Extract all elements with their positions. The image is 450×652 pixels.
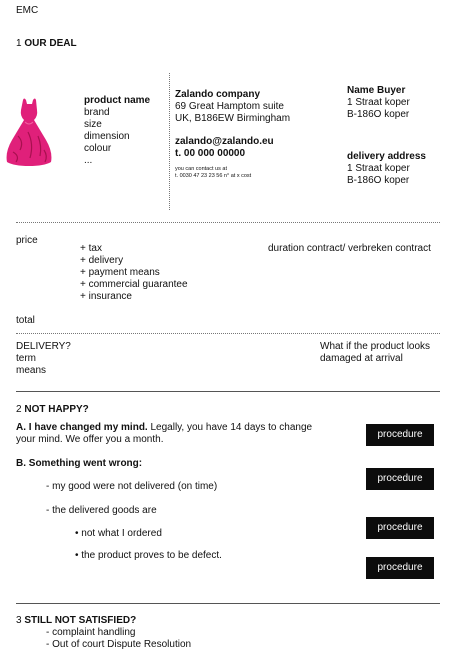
- section-not-happy-title: [16, 404, 89, 416]
- damaged-question: [320, 341, 430, 365]
- list-item: - Out of court Dispute Resolution: [46, 639, 192, 650]
- buyer-address-line2: B-186O koper: [347, 109, 410, 120]
- product-field-brand: brand: [84, 107, 110, 118]
- seller-phone: t. 00 000 00000: [175, 148, 246, 159]
- delivery-address-title: delivery address: [347, 151, 426, 162]
- divider-dotted: [16, 222, 440, 223]
- delivery-address-info: [347, 151, 426, 187]
- still-not-satisfied-items: [46, 627, 191, 651]
- delivery-term: term: [16, 353, 36, 364]
- seller-name: Zalando company: [175, 89, 261, 100]
- price-item: + commercial guarantee: [80, 279, 188, 290]
- duration-contract: duration contract/ verbreken contract: [268, 243, 431, 254]
- section-our-deal-title: [16, 38, 77, 50]
- product-field-colour: colour: [84, 143, 112, 154]
- option-a-text-line2: your mind. We offer you a month.: [16, 434, 164, 445]
- price-label: price: [16, 235, 38, 246]
- damaged-question-line1: What if the product looks: [320, 341, 431, 352]
- price-item: + delivery: [80, 255, 124, 266]
- product-name-title: product name: [84, 95, 151, 106]
- seller-address-line1: 69 Great Hamptom suite: [175, 101, 284, 112]
- section-title: STILL NOT SATISFIED?: [24, 615, 137, 626]
- seller-info: [175, 89, 290, 125]
- buyer-address-line1: 1 Straat koper: [347, 97, 410, 108]
- contact-note-line2: t. 0030 47 23 23 56 n° at x cost: [175, 173, 252, 179]
- delivery-address-line1: 1 Straat koper: [347, 163, 410, 174]
- buyer-info: [347, 85, 410, 121]
- price-item: + payment means: [80, 267, 160, 278]
- price-items: [80, 243, 188, 303]
- total-label: total: [16, 315, 35, 326]
- delivery-title: DELIVERY?: [16, 341, 71, 352]
- section-still-not-satisfied-title: [16, 615, 136, 627]
- option-b2a-text: • not what I ordered: [75, 528, 162, 539]
- product-field-dimension: dimension: [84, 131, 130, 142]
- seller-email[interactable]: zalando@zalando.eu: [175, 136, 274, 147]
- divider-dotted: [16, 333, 440, 334]
- seller-contact: [175, 136, 274, 160]
- product-info: [84, 95, 150, 167]
- vertical-divider: [169, 73, 170, 210]
- option-b1-text: - my good were not delivered (on time): [46, 481, 218, 492]
- contact-note-line1: you can contact us at: [175, 166, 227, 172]
- damaged-question-line2: damaged at arrival: [320, 353, 403, 364]
- price-item: + insurance: [80, 291, 132, 302]
- procedure-button-a[interactable]: procedure: [366, 424, 434, 446]
- section-title: NOT HAPPY?: [24, 404, 89, 415]
- section-number: 3: [16, 615, 22, 626]
- section-number: 1: [16, 38, 22, 49]
- option-b-heading: B. Something went wrong:: [16, 458, 143, 469]
- section-title: OUR DEAL: [24, 38, 77, 49]
- product-field-more: ...: [84, 155, 93, 166]
- procedure-button-b2b[interactable]: procedure: [366, 557, 434, 579]
- section-number: 2: [16, 404, 22, 415]
- divider-solid: [16, 391, 440, 392]
- price-item: + tax: [80, 243, 102, 254]
- option-a-text: [16, 422, 312, 446]
- product-field-size: size: [84, 119, 102, 130]
- option-b2-text: - the delivered goods are: [46, 505, 157, 516]
- contact-note: [175, 166, 251, 180]
- list-item: - complaint handling: [46, 627, 136, 638]
- brand-label: EMC: [16, 5, 39, 16]
- seller-address-line2: UK, B186EW Birmingham: [175, 113, 291, 124]
- buyer-name-title: Name Buyer: [347, 85, 406, 96]
- delivery-means: means: [16, 365, 47, 376]
- divider-solid: [16, 603, 440, 604]
- option-b2b-text: • the product proves to be defect.: [75, 550, 222, 561]
- dress-image: [4, 96, 54, 168]
- delivery-info: [16, 341, 71, 377]
- option-a-heading: A. I have changed my mind.: [16, 422, 148, 433]
- procedure-button-b2a[interactable]: procedure: [366, 517, 434, 539]
- delivery-address-line2: B-186O koper: [347, 175, 410, 186]
- procedure-button-b[interactable]: procedure: [366, 468, 434, 490]
- option-a-text-line1: Legally, you have 14 days to change: [147, 422, 313, 433]
